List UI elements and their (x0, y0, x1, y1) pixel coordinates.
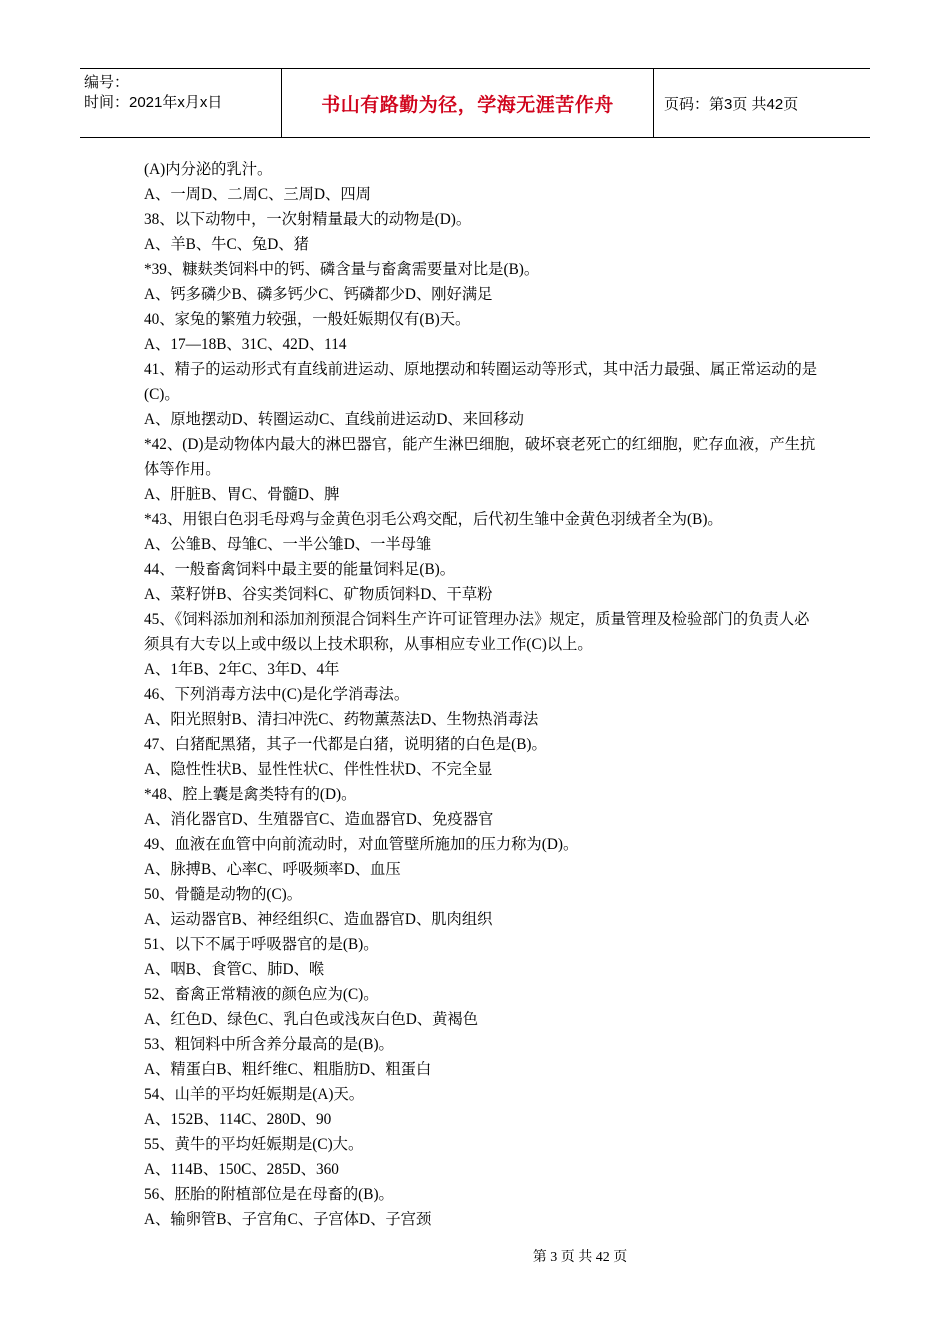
text-line: A、输卵管B、子宫角C、子宫体D、子宫颈 (144, 1211, 432, 1228)
header-page-cell (654, 69, 870, 137)
text-line: A、运动器官B、神经组织C、造血器官D、肌肉组织 (144, 911, 493, 928)
text-line: 50、骨髓是动物的(C)。 (144, 886, 303, 903)
text-line: A、脉搏B、心率C、呼吸频率D、血压 (144, 861, 401, 878)
text-line: A、一周D、二周C、三周D、四周 (144, 186, 371, 203)
motto: 书山有路勤为径，学海无涯苦作舟 (321, 93, 614, 116)
text-line: A、1年B、2年C、3年D、4年 (144, 661, 340, 678)
text-line: A、咽B、食管C、肺D、喉 (144, 961, 325, 978)
text-line: *43、用银白色羽毛母鸡与金黄色羽毛公鸡交配，后代初生雏中金黄色羽绒者全为(B)。 (144, 511, 723, 528)
text-line: A、原地摆动D、转圈运动C、直线前进运动D、来回移动 (144, 411, 524, 428)
text-line: 54、山羊的平均妊娠期是(A)天。 (144, 1086, 365, 1103)
text-line: 56、胚胎的附植部位是在母畜的(B)。 (144, 1186, 394, 1203)
text-line: 38、以下动物中，一次射精量最大的动物是(D)。 (144, 211, 472, 228)
text-line: A、菜籽饼B、谷实类饲料C、矿物质饲料D、干草粉 (144, 586, 493, 603)
text-line: A、17—18B、31C、42D、114 (144, 336, 347, 353)
text-line: A、阳光照射B、清扫冲洗C、药物薰蒸法D、生物热消毒法 (144, 711, 539, 728)
text-line: 41、精子的运动形式有直线前进运动、原地摆动和转圈运动等形式，其中活力最强、属正常运动的是(C)。 (144, 361, 818, 403)
text-line: *39、糠麸类饲料中的钙、磷含量与畜禽需要量对比是(B)。 (144, 261, 540, 278)
text-line: A、羊B、牛C、兔D、猪 (144, 236, 309, 253)
text-line: 53、粗饲料中所含养分最高的是(B)。 (144, 1036, 394, 1053)
question-list (144, 157, 824, 1232)
text-line: 45、《饲料添加剂和添加剂预混合饲料生产许可证管理办法》规定，质量管理及检验部门的负责人必须具有大专以上或中级以上技术职称，从事相应专业工作(C)以上。 (144, 611, 810, 653)
page-header (80, 68, 870, 138)
date-line: 时间：2021年x月x日 (84, 94, 223, 111)
text-line: A、肝脏B、胃C、骨髓D、脾 (144, 486, 340, 503)
text-line: A、钙多磷少B、磷多钙少C、钙磷都少D、刚好满足 (144, 286, 493, 303)
text-line: 44、一般畜禽饲料中最主要的能量饲料足(B)。 (144, 561, 456, 578)
text-line: 49、血液在血管中向前流动时，对血管壁所施加的压力称为(D)。 (144, 836, 579, 853)
text-line: *48、腔上囊是禽类特有的(D)。 (144, 786, 357, 803)
text-line: A、红色D、绿色C、乳白色或浅灰白色D、黄褐色 (144, 1011, 478, 1028)
text-line: *42、(D)是动物体内最大的淋巴器官，能产生淋巴细胞，破坏衰老死亡的红细胞，贮存血液，产生抗体等作用。 (144, 436, 816, 478)
text-line: 40、家兔的繁殖力较强，一般妊娠期仅有(B)天。 (144, 311, 471, 328)
text-line: A、消化器官D、生殖器官C、造血器官D、免疫器官 (144, 811, 494, 828)
code-label: 编号： (84, 74, 130, 91)
text-line: A、152B、114C、280D、90 (144, 1111, 332, 1128)
header-left-cell (80, 69, 282, 137)
text-line: A、114B、150C、285D、360 (144, 1161, 339, 1178)
page-info: 页码：第3页 共42页 (664, 95, 799, 113)
text-line: 47、白猪配黑猪，其子一代都是白猪，说明猪的白色是(B)。 (144, 736, 547, 753)
header-motto-cell (282, 69, 654, 137)
text-line: (A)内分泌的乳汁。 (144, 161, 273, 178)
text-line: A、公雏B、母雏C、一半公雏D、一半母雏 (144, 536, 432, 553)
page-footer (0, 1246, 950, 1266)
text-line: A、隐性性状B、显性性状C、伴性性状D、不完全显 (144, 761, 493, 778)
text-line: A、精蛋白B、粗纤维C、粗脂肪D、粗蛋白 (144, 1061, 432, 1078)
text-line: 52、畜禽正常精液的颜色应为(C)。 (144, 986, 379, 1003)
footer-page-number: 第 3 页 共 42 页 (532, 1250, 628, 1265)
text-line: 55、黄牛的平均妊娠期是(C)大。 (144, 1136, 364, 1153)
text-line: 46、下列消毒方法中(C)是化学消毒法。 (144, 686, 410, 703)
text-line: 51、以下不属于呼吸器官的是(B)。 (144, 936, 379, 953)
